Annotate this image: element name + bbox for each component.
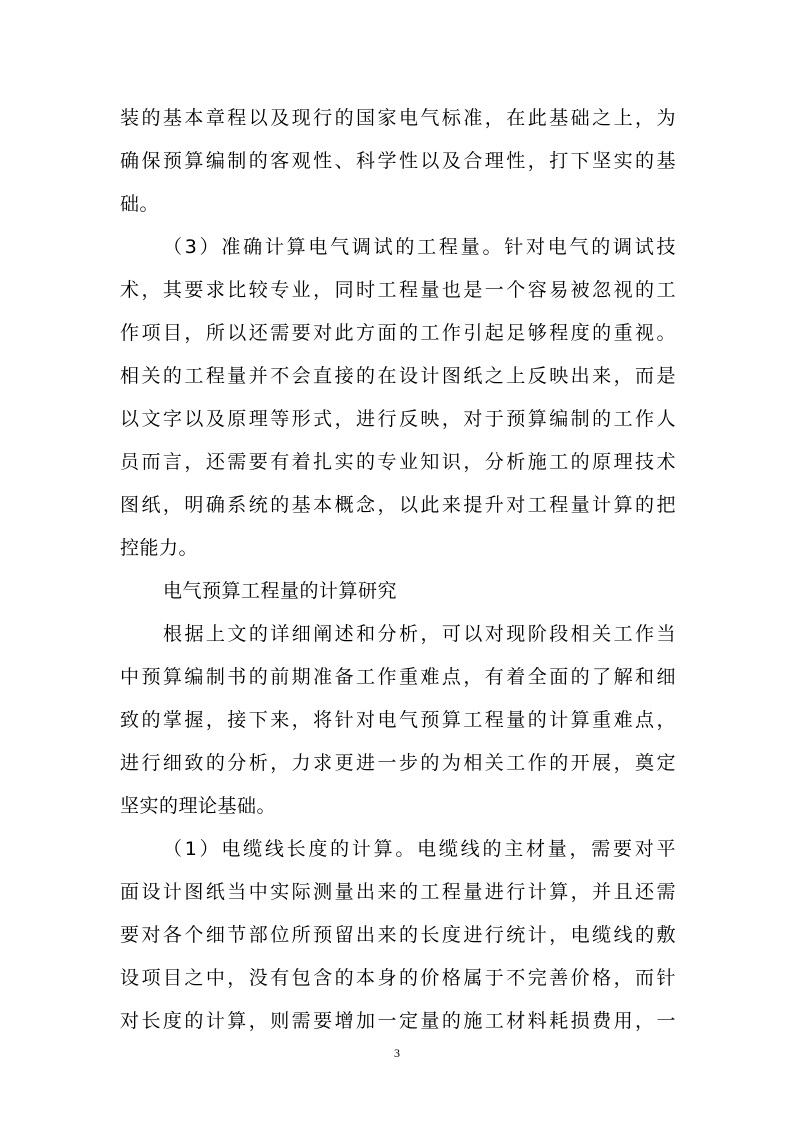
text-line: 进行细致的分析，力求更进一步的为相关工作的开展，奠定 [120,752,676,774]
text-line: 控能力。 [120,537,199,559]
text-line: （1）电缆线长度的计算。电缆线的主材量，需要对平 [163,838,676,860]
text-line: 础。 [120,193,160,215]
text-line: 致的掌握，接下来，将针对电气预算工程量的计算重难点， [120,709,676,731]
text-line: 设项目之中，没有包含的本身的价格属于不完善价格，而针 [120,967,676,989]
text-line: 员而言，还需要有着扎实的专业知识，分析施工的原理技术 [120,451,676,473]
text-line: 以文字以及原理等形式，进行反映，对于预算编制的工作人 [120,408,676,430]
text-line: 根据上文的详细阐述和分析，可以对现阶段相关工作当 [163,623,676,645]
text-line: 对长度的计算，则需要增加一定量的施工材料耗损费用，一 [120,1010,676,1032]
page-number: 3 [394,1046,400,1060]
text-line: 图纸，明确系统的基本概念，以此来提升对工程量计算的把 [120,494,676,516]
text-line: 装的基本章程以及现行的国家电气标准，在此基础之上，为 [120,107,676,129]
text-line: 面设计图纸当中实际测量出来的工程量进行计算，并且还需 [120,881,676,903]
text-line: 术，其要求比较专业，同时工程量也是一个容易被忽视的工 [120,279,676,301]
text-line: 确保预算编制的客观性、科学性以及合理性，打下坚实的基 [120,150,676,172]
text-line: 作项目，所以还需要对此方面的工作引起足够程度的重视。 [120,322,676,344]
text-line: 相关的工程量并不会直接的在设计图纸之上反映出来，而是 [120,365,676,387]
section-heading: 电气预算工程量的计算研究 [163,580,398,602]
text-line: （3）准确计算电气调试的工程量。针对电气的调试技 [163,236,676,258]
text-line: 中预算编制书的前期准备工作重难点，有着全面的了解和细 [120,666,676,688]
text-line: 坚实的理论基础。 [120,795,277,817]
text-line: 要对各个细节部位所预留出来的长度进行统计，电缆线的敷 [120,924,676,946]
